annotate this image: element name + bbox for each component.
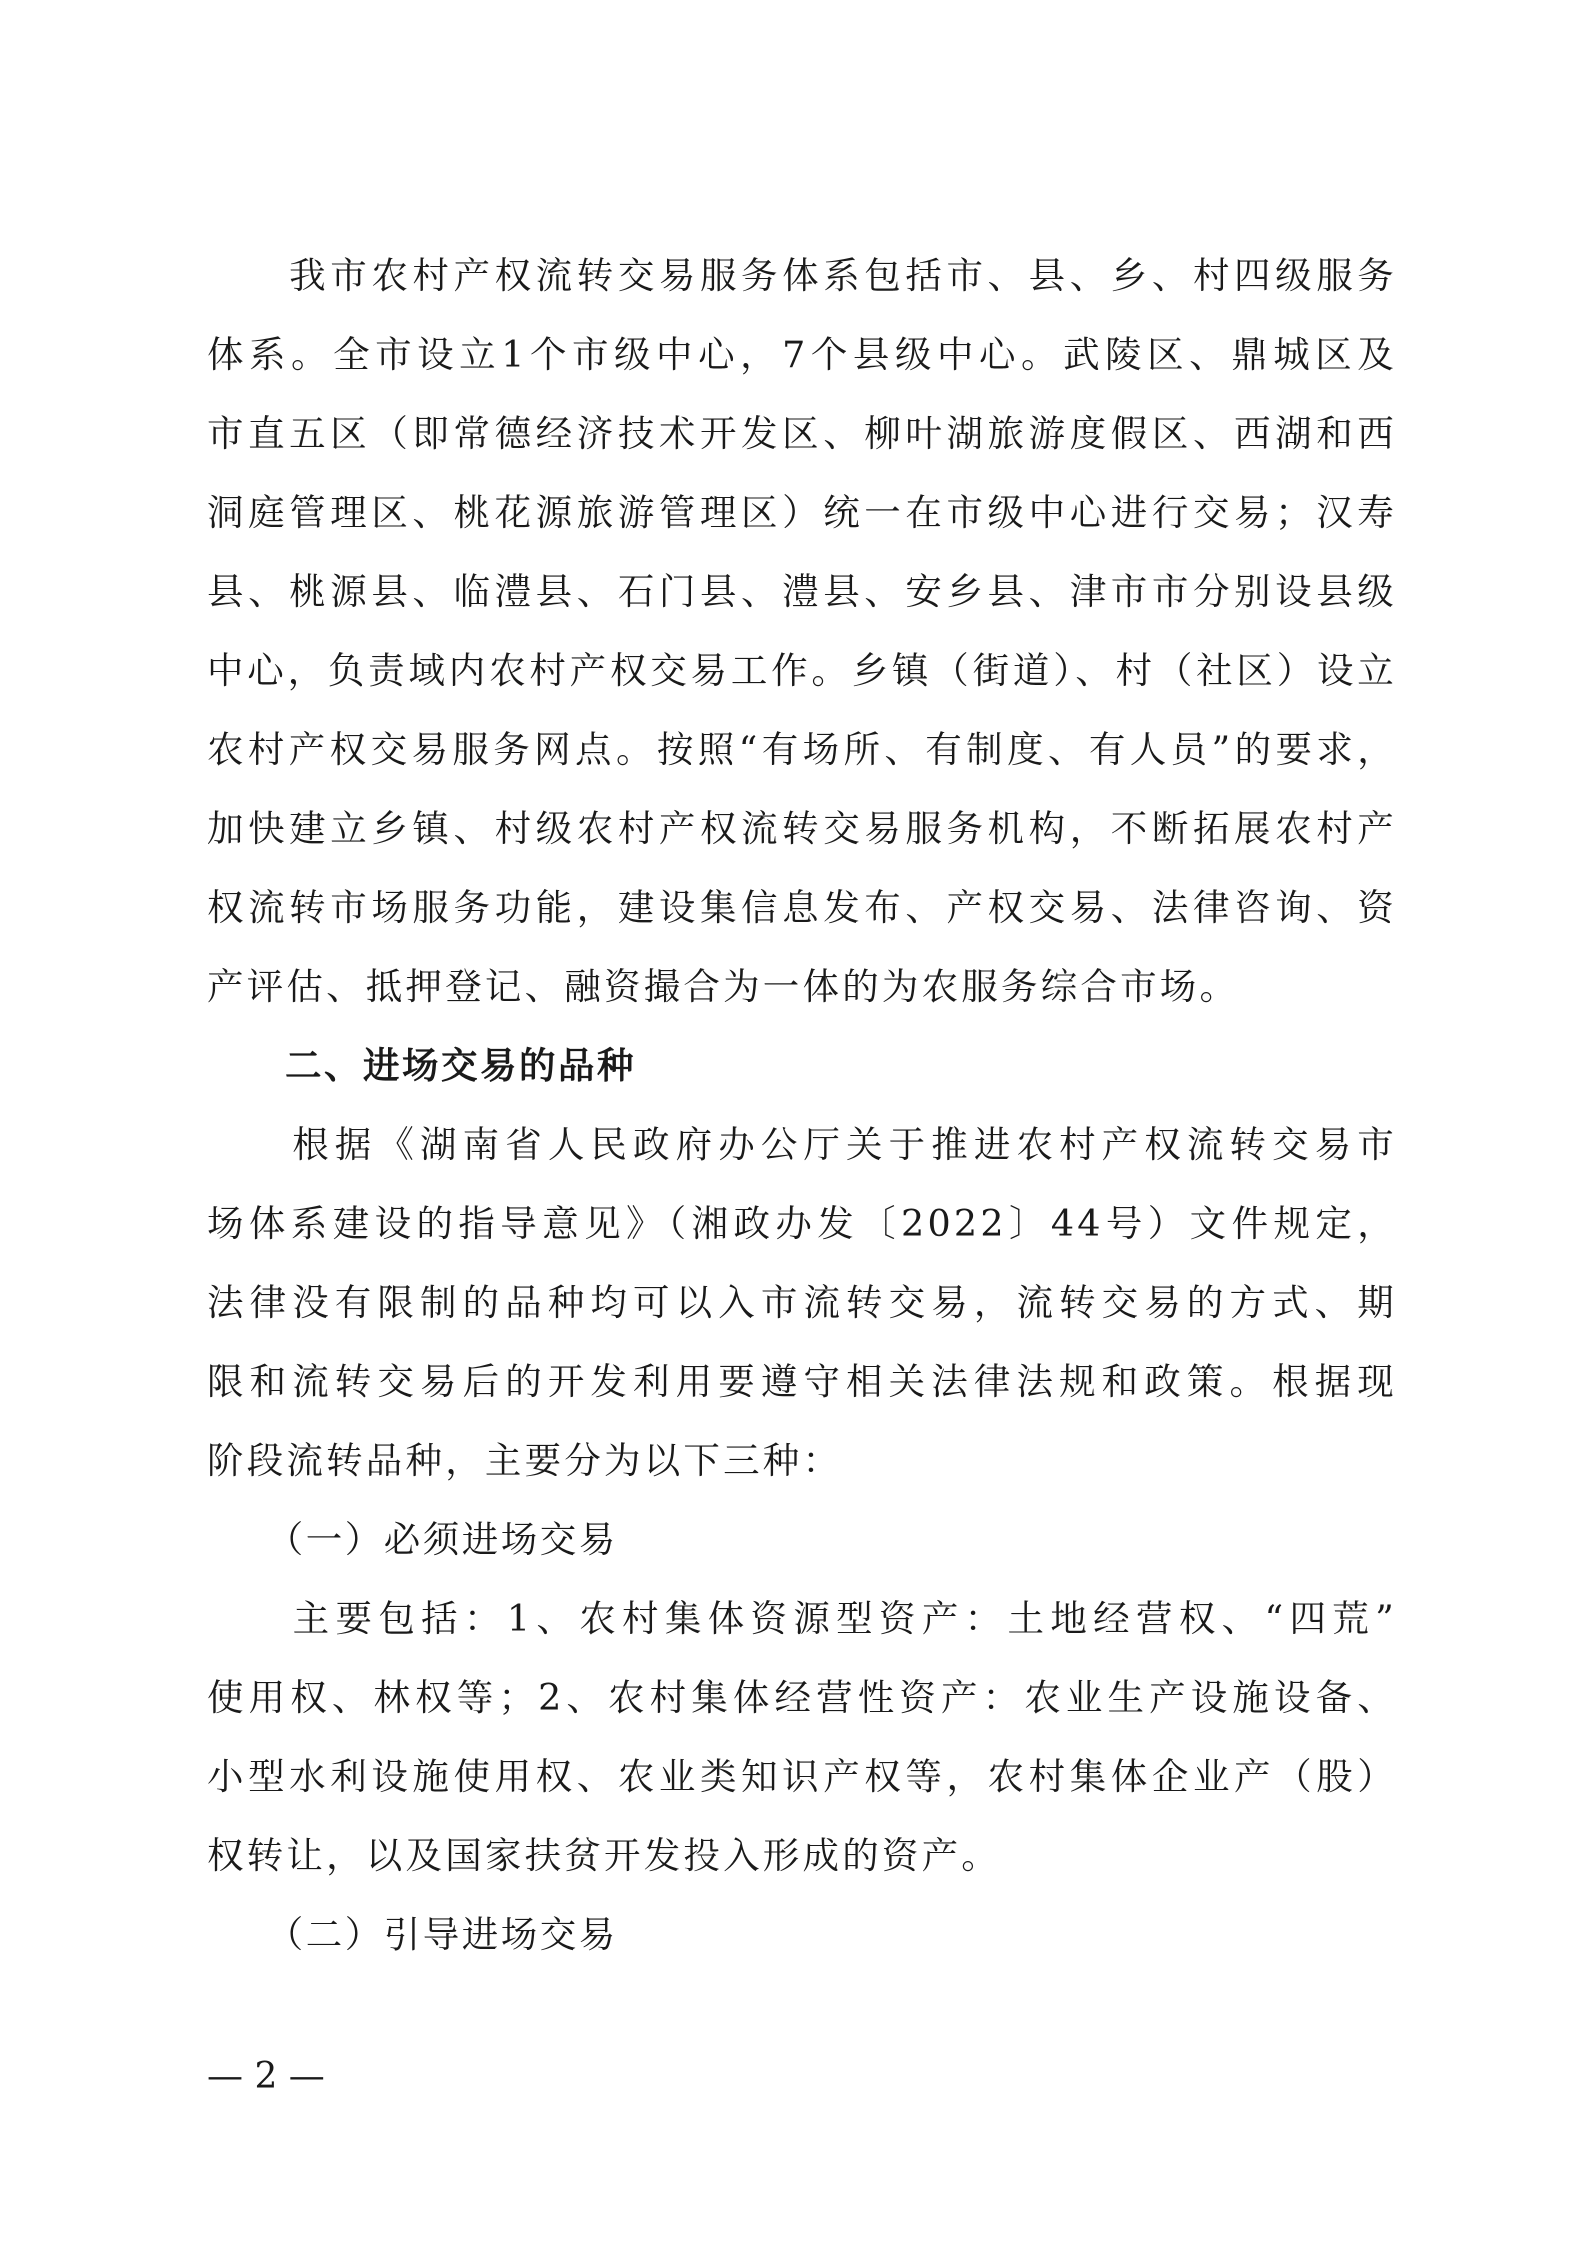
text-line: 产评估、抵押登记、融资撮合为一体的为农服务综合市场。 [207,965,1240,1008]
text-line: 中心，负责域内农村产权交易工作。乡镇（街道）、村（社区）设立 [207,649,1397,692]
document-body [207,236,1397,1974]
text-line: 小型水利设施使用权、农业类知识产权等，农村集体企业产（股） [207,1755,1397,1798]
text-line: 市直五区（即常德经济技术开发区、柳叶湖旅游度假区、西湖和西 [207,412,1397,455]
text-line: 我市农村产权流转交易服务体系包括市、县、乡、村四级服务 [207,254,1397,297]
section-heading: 二、进场交易的品种 [207,1044,636,1087]
text-line: 使用权、林权等；2、农村集体经营性资产：农业生产设施设备、 [207,1676,1397,1719]
subsection-heading: （二）引导进场交易 [207,1913,618,1956]
text-line: 限和流转交易后的开发利用要遵守相关法律法规和政策。根据现 [207,1360,1397,1403]
text-line: 根据《湖南省人民政府办公厅关于推进农村产权流转交易市 [207,1123,1397,1166]
text-line: 农村产权交易服务网点。按照“有场所、有制度、有人员”的要求， [207,728,1397,771]
subsection-heading: （一）必须进场交易 [207,1518,618,1561]
text-line: 权流转市场服务功能，建设集信息发布、产权交易、法律咨询、资 [207,886,1397,929]
page-number: — 2 — [207,2056,325,2097]
text-line: 体系。全市设立1个市级中心，7个县级中心。武陵区、鼎城区及 [207,333,1397,376]
text-line: 权转让，以及国家扶贫开发投入形成的资产。 [207,1834,1001,1877]
text-line: 县、桃源县、临澧县、石门县、澧县、安乡县、津市市分别设县级 [207,570,1397,613]
text-line: 主要包括：1、农村集体资源型资产：土地经营权、“四荒” [207,1597,1397,1640]
text-line: 阶段流转品种，主要分为以下三种： [207,1439,843,1482]
text-line: 洞庭管理区、桃花源旅游管理区）统一在市级中心进行交易；汉寿 [207,491,1397,534]
text-line: 法律没有限制的品种均可以入市流转交易，流转交易的方式、期 [207,1281,1397,1324]
text-line: 场体系建设的指导意见》（湘政办发〔2022〕44号）文件规定， [207,1202,1397,1245]
text-line: 加快建立乡镇、村级农村产权流转交易服务机构，不断拓展农村产 [207,807,1397,850]
